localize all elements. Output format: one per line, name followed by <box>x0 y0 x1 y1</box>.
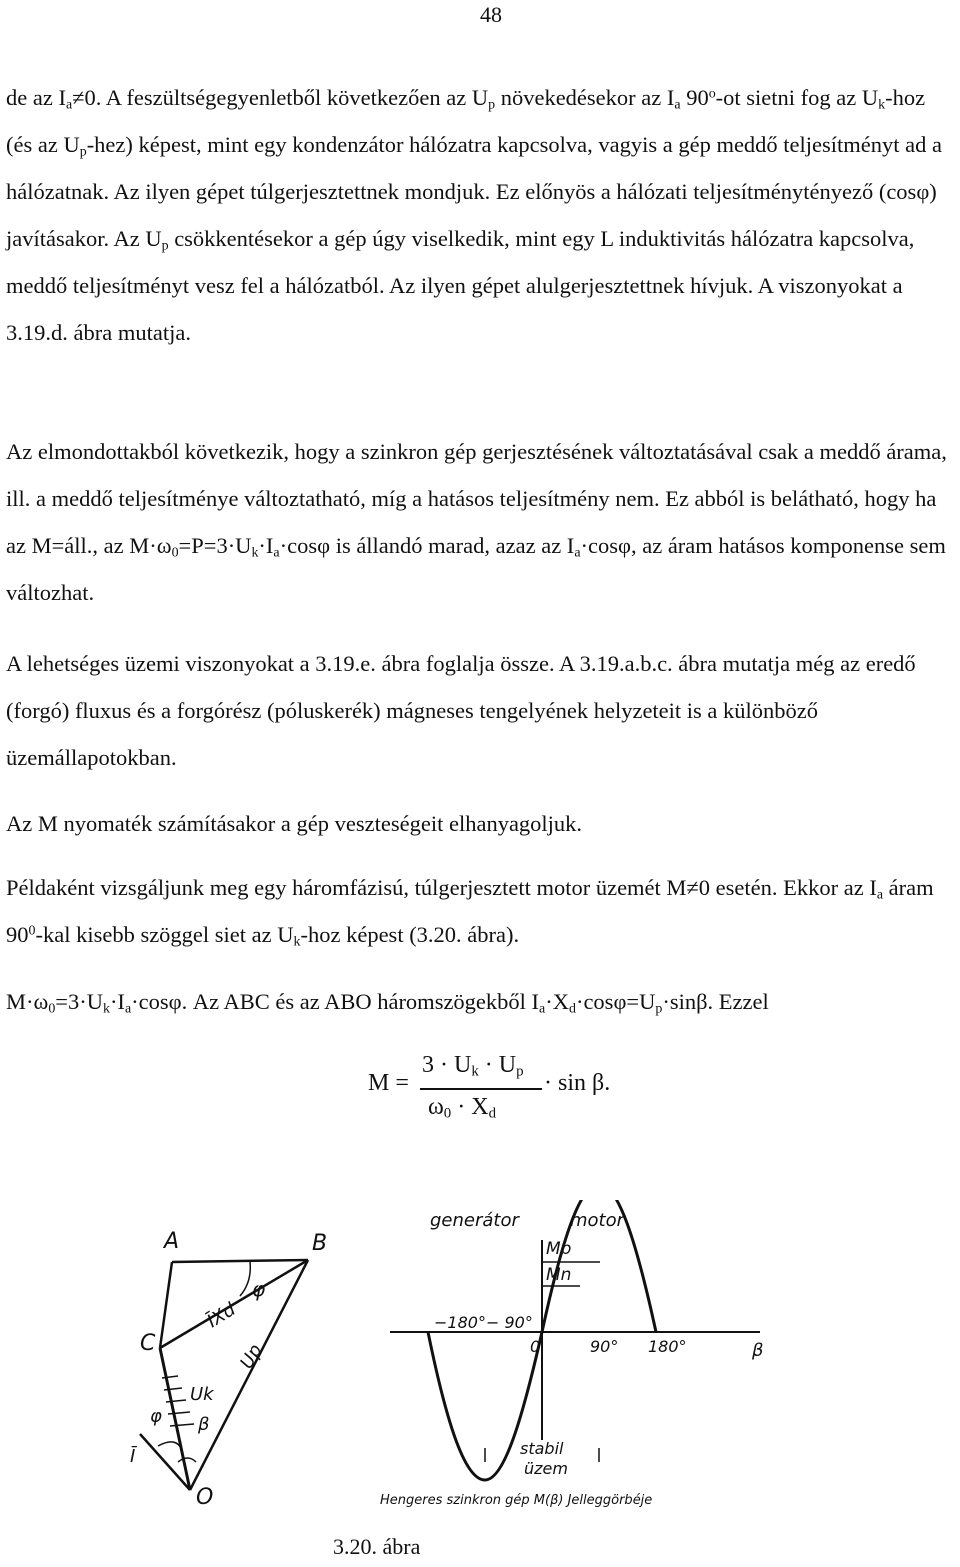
hatch-3 <box>166 1400 186 1402</box>
label-a: A <box>164 1229 180 1254</box>
label-stable: stabil <box>520 1439 564 1458</box>
paragraph-operating-states: A lehetséges üzemi viszonyokat a 3.19.e. ábra foglalja össze. A 3.19.a.b.c. ábra mutatja még az eredő (forgó) fluxus és a forgórész (póluskerék) mágneses tengelyének helyzeteit is a különböző üzemállapotokban. <box>6 651 916 770</box>
label-plus180: 180° <box>648 1337 687 1356</box>
vector-diagram <box>140 1260 308 1490</box>
vector-ab <box>172 1260 308 1262</box>
label-up: Up <box>236 1340 267 1373</box>
label-uk: Uk <box>190 1384 214 1405</box>
paragraph-losses: Az M nyomaték számításakor a gép veszteségeit elhanyagoljuk. <box>6 811 583 836</box>
formula-lhs: M = <box>368 1070 409 1096</box>
paragraph-excitation-control: Az elmondottakból következik, hogy a szinkron gép gerjesztésének változtatásával csak a meddő árama, ill. a meddő teljesítménye változtatható, míg a hatásos teljesítmény nem. Ez abból is belátható, hogy ha az M=áll., az $M\cdot\omega_0=P=3\cdot U_k\cdot I_a\cdot\cos\varphi$ is állandó marad, azaz az $I_a\cdot\cos\varphi$, az áram hatásos komponense sem változhat. <box>6 439 947 605</box>
phi-arc-top <box>240 1262 250 1296</box>
paragraph-torque-equation: $M\cdot\omega_0=3\cdot U_k\cdot I_a\cdot\cos\varphi$. Az ABC és az ABO háromszögekből $I_a\cdot X_d\cdot\cos\varphi=U_p\cdot\sin\beta$. Ezzel <box>6 989 769 1017</box>
label-plus90: 90° <box>590 1337 619 1356</box>
label-c: C <box>140 1331 156 1356</box>
figure-3-20 <box>100 1200 780 1520</box>
vector-ac <box>160 1262 172 1348</box>
formula-denominator: $\omega_0 \cdot X_d$ <box>428 1094 496 1122</box>
label-uzem: üzem <box>524 1459 568 1478</box>
label-o: O <box>196 1485 214 1510</box>
beta-arc <box>178 1458 196 1462</box>
paragraph-example: Példaként vizsgáljunk meg egy háromfázisú, túlgerjesztett motor üzemét M≠0 esetén. Ekkor az $I_a$ áram $90^0$-kal kisebb szöggel siet az $U_k$-hoz képest (3.20. ábra). <box>6 875 934 950</box>
formula-numerator: $3 \cdot U_k \cdot U_p$ <box>422 1052 524 1080</box>
label-mn: Mn <box>546 1265 572 1285</box>
label-ixd: ĪXd <box>203 1299 240 1333</box>
hatch-1 <box>162 1376 178 1378</box>
hatch-2 <box>164 1388 182 1390</box>
label-phi-bottom: φ <box>150 1406 162 1427</box>
torque-curve-diagram <box>390 1200 760 1480</box>
paragraph-overexcitation: de az $I_a\ne 0$. A feszültségegyenletből következően az $U_p$ növekedésekor az $I_a$ 90$^o$-ot sietni fog az $U_k$-hoz (és az $U_p-hez$) képest, mint egy kondenzátor hálózatra kapcsolva, vagyis a gép meddő teljesítményt ad a hálózatnak. Az ilyen gépet túlgerjesztettnek mondjuk. Ez előnyös a hálózati teljesítménytényező (cosφ) javításakor. Az $U_p$ csökkentésekor a gép úgy viselkedik, mint egy L induktivitás hálózatra kapcsolva, meddő teljesítményt vesz fel a hálózatból. Az ilyen gépet alulgerjesztettnek hívjuk. A viszonyokat a 3.19.d. ábra mutatja. <box>6 85 943 345</box>
label-mb: Mb <box>546 1239 572 1259</box>
hatch-4 <box>168 1412 190 1414</box>
label-phi-top: φ <box>252 1277 266 1301</box>
label-b: B <box>312 1231 328 1256</box>
label-zero: 0 <box>530 1337 541 1356</box>
phi-arc-bottom <box>158 1442 182 1450</box>
label-beta: β <box>198 1414 210 1435</box>
fraction-bar <box>420 1088 542 1090</box>
figure-caption: 3.20. ábra <box>333 1534 421 1559</box>
label-beta-axis: β <box>752 1340 764 1361</box>
curve-caption: Hengeres szinkron gép M(β) Jelleggörbéje <box>380 1493 653 1508</box>
label-minus180: −180° <box>434 1313 486 1332</box>
page-number: 48 <box>480 2 502 27</box>
label-motor: motor <box>570 1210 625 1231</box>
label-i: Ī <box>130 1446 136 1467</box>
label-generator: generátor <box>430 1210 519 1231</box>
torque-formula <box>368 1052 628 1132</box>
hatch-5 <box>170 1424 194 1426</box>
formula-rhs: · sin β. <box>544 1070 611 1096</box>
label-minus90: − 90° <box>486 1313 533 1332</box>
vector-uk <box>160 1348 190 1490</box>
